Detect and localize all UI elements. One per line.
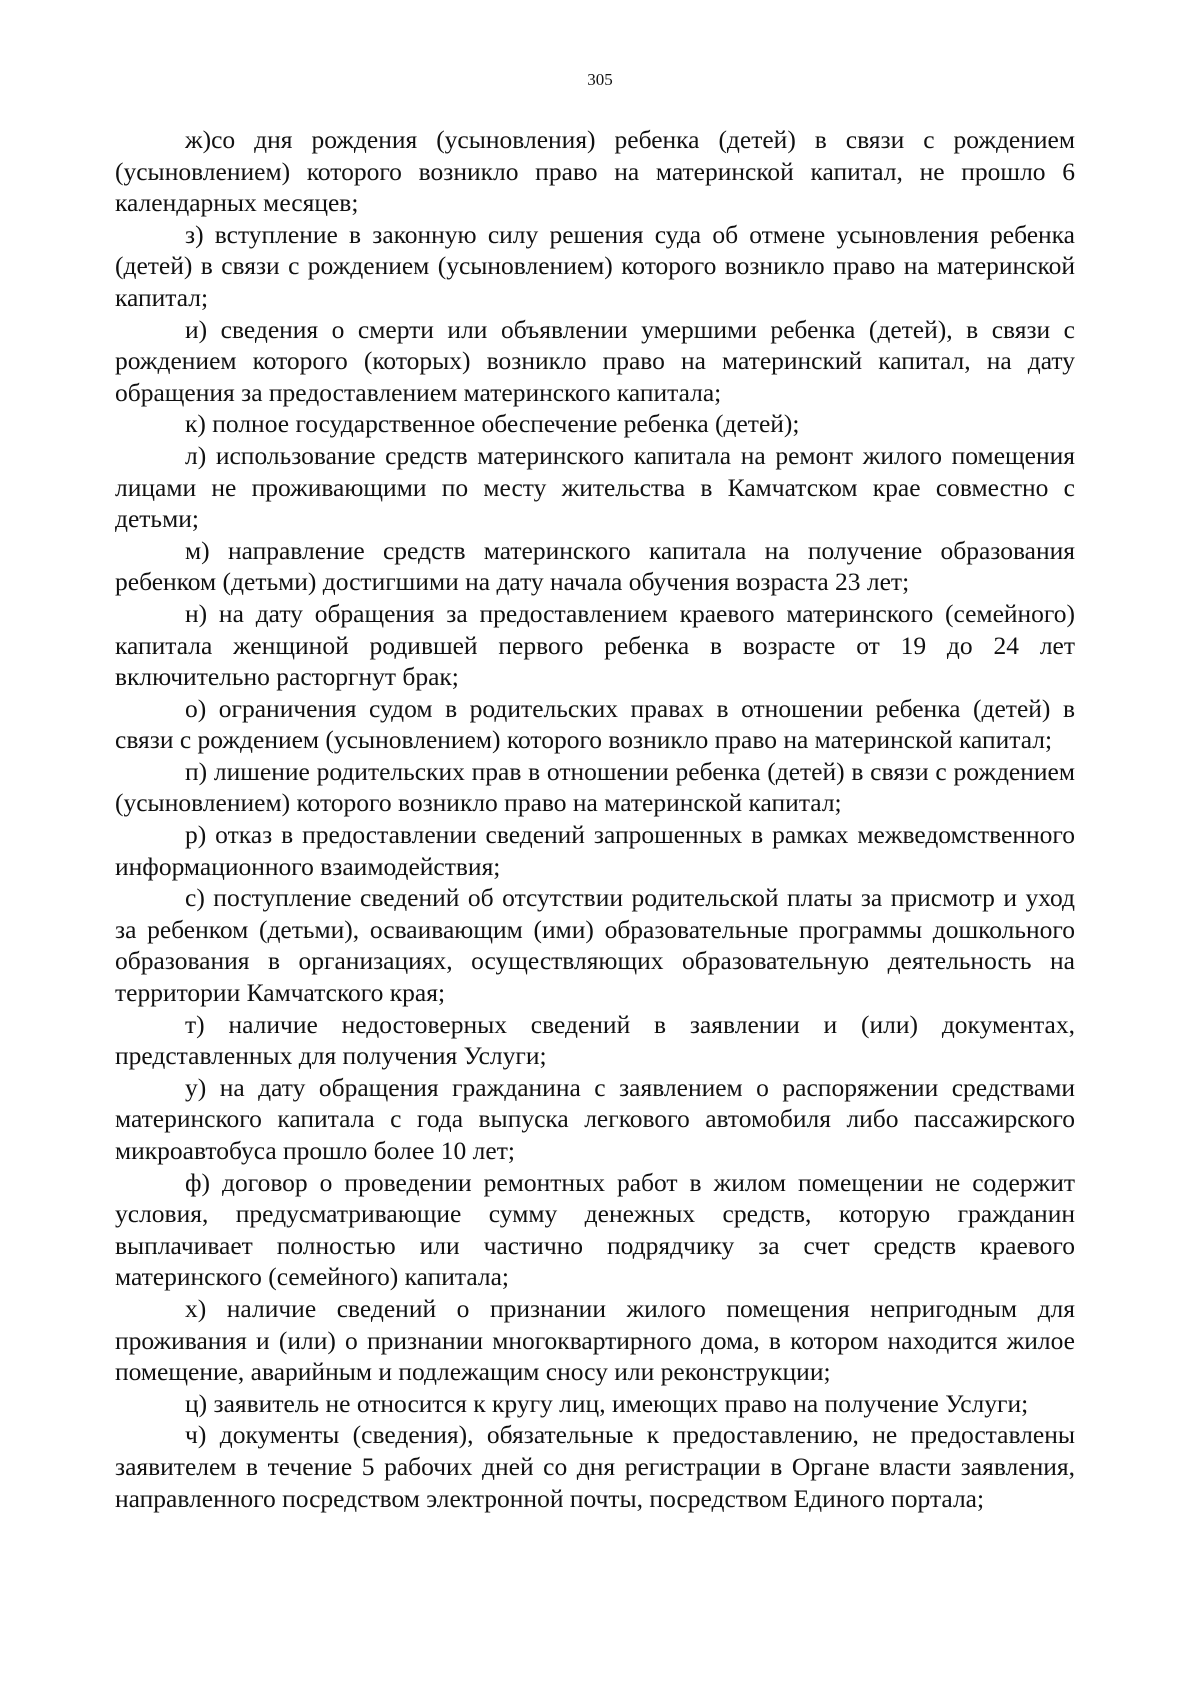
- list-item-k: к) полное государственное обеспечение ребенка (детей);: [185, 409, 800, 439]
- list-item-z: з) вступление в законную силу решения суда об отмене усыновления ребенка (детей) в связи с рождением (усыновлением) которого возникло право на материнской капитал;: [115, 219, 1075, 312]
- list-item-zh: ж)со дня рождения (усыновления) ребенка (детей) в связи с рождением (усыновлением) которого возникло право на материнской капитал, не прошло 6 календарных месяцев;: [115, 125, 1075, 218]
- list-item-kh: х) наличие сведений о признании жилого помещения непригодным для проживания и (или) о признании многоквартирного дома, в котором находится жилое помещение, аварийным и подлежащим сносу или реконструкции;: [115, 1293, 1075, 1387]
- list-item-f: ф) договор о проведении ремонтных работ в жилом помещении не содержит условия, предусматривающие сумму денежных средств, которую гражданин выплачивает полностью или частично подрядчику за счет средств краевого материнского (семейного) капитала;: [115, 1167, 1075, 1292]
- list-item-u: у) на дату обращения гражданина с заявлением о распоряжении средствами материнского капитала с года выпуска легкового автомобиля либо пассажирского микроавтобуса прошло более 10 лет;: [115, 1072, 1075, 1165]
- list-item-p: п) лишение родительских прав в отношении ребенка (детей) в связи с рождением (усыновлением) которого возникло право на материнской капитал;: [115, 756, 1075, 818]
- list-item-t: т) наличие недостоверных сведений в заявлении и (или) документах, представленных для получения Услуги;: [115, 1009, 1075, 1071]
- list-item-n: н) на дату обращения за предоставлением краевого материнского (семейного) капитала женщиной родившей первого ребенка в возрасте от 19 до 24 лет включительно расторгнут брак;: [115, 598, 1075, 692]
- list-item-ts: ц) заявитель не относится к кругу лиц, имеющих право на получение Услуги;: [185, 1388, 1029, 1418]
- list-item-o: о) ограничения судом в родительских правах в отношении ребенка (детей) в связи с рождением (усыновлением) которого возникло право на материнской капитал;: [115, 693, 1075, 755]
- list-item-r: р) отказ в предоставлении сведений запрошенных в рамках межведомственного информационного взаимодействия;: [115, 820, 1075, 881]
- list-item-s: с) поступление сведений об отсутствии родительской платы за присмотр и уход за ребенком (детьми), осваивающим (ими) образовательные программы дошкольного образования в организациях, осуществляющих образовательную деятельность на территории Камчатского края;: [115, 883, 1075, 1008]
- list-item-i: и) сведения о смерти или объявлении умершими ребенка (детей), в связи с рождением которого (которых) возникло право на материнский капитал, на дату обращения за предоставлением материнского капитала;: [115, 314, 1075, 407]
- document-body: [115, 124, 1075, 1514]
- list-item-l: л) использование средств материнского капитала на ремонт жилого помещения лицами не проживающими по месту жительства в Камчатском крае совместно с детьми;: [115, 440, 1075, 534]
- list-item-m: м) направление средств материнского капитала на получение образования ребенком (детьми) достигшими на дату начала обучения возраста 23 лет;: [115, 535, 1075, 597]
- page-number: 305: [587, 70, 613, 89]
- list-item-ch: ч) документы (сведения), обязательные к предоставлению, не предоставлены заявителем в течение 5 рабочих дней со дня регистрации в Органе власти заявления, направленного посредством электронной почты, посредством Единого портала;: [115, 1420, 1075, 1513]
